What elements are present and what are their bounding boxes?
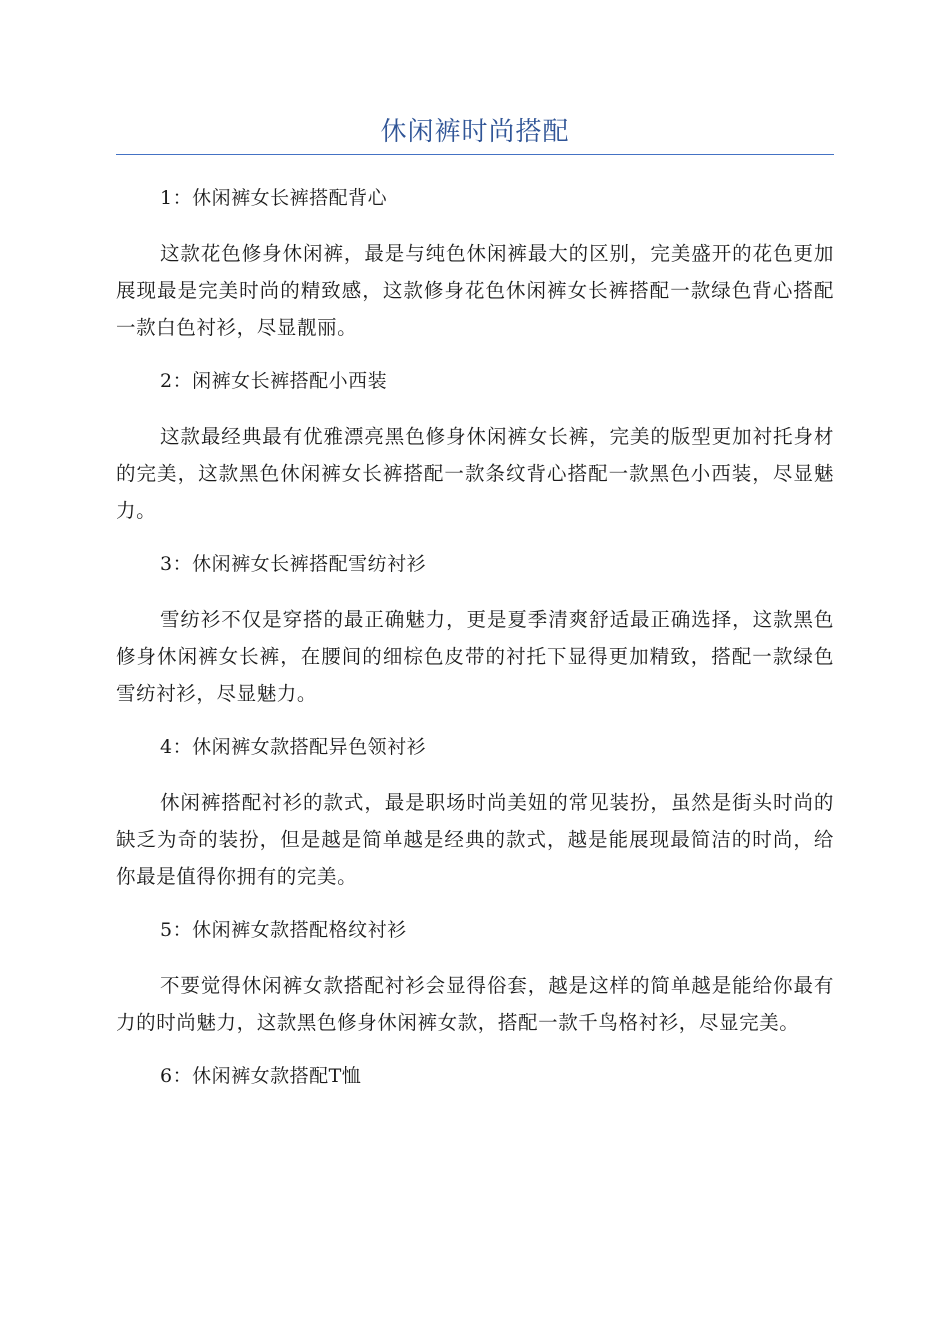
section-heading: 6：休闲裤女款搭配T恤: [160, 1065, 362, 1087]
section-heading: 5：休闲裤女款搭配格纹衬衫: [160, 919, 407, 941]
title-underline: [116, 154, 834, 155]
section-paragraph: 不要觉得休闲裤女款搭配衬衫会显得俗套，越是这样的简单越是能给你最有力的时尚魅力，这款黑色修身休闲裤女款，搭配一款千鸟格衬衫，尽显完美。: [116, 974, 834, 1034]
section-heading: 4：休闲裤女款搭配异色领衬衫: [160, 736, 427, 758]
document-title: 休闲裤时尚搭配: [380, 117, 570, 147]
section-6: [116, 1059, 834, 1093]
section-5: [116, 913, 834, 1041]
section-3: [116, 547, 834, 712]
section-paragraph: 这款最经典最有优雅漂亮黑色修身休闲裤女长裤，完美的版型更加衬托身材的完美，这款黑色休闲裤女长裤搭配一款条纹背心搭配一款黑色小西装，尽显魅力。: [116, 425, 834, 522]
section-paragraph: 雪纺衫不仅是穿搭的最正确魅力，更是夏季清爽舒适最正确选择，这款黑色修身休闲裤女长裤，在腰间的细棕色皮带的衬托下显得更加精致，搭配一款绿色雪纺衬衫，尽显魅力。: [116, 608, 834, 705]
section-2: [116, 364, 834, 529]
section-paragraph: 休闲裤搭配衬衫的款式，最是职场时尚美妞的常见装扮，虽然是街头时尚的缺乏为奇的装扮，但是越是简单越是经典的款式，越是能展现最简洁的时尚，给你最是值得你拥有的完美。: [116, 791, 834, 888]
section-heading: 1：休闲裤女长裤搭配背心: [160, 187, 388, 209]
section-heading: 2：闲裤女长裤搭配小西装: [160, 370, 388, 392]
section-heading: 3：休闲裤女长裤搭配雪纺衬衫: [160, 553, 427, 575]
section-paragraph: 这款花色修身休闲裤，最是与纯色休闲裤最大的区别，完美盛开的花色更加展现最是完美时尚的精致感，这款修身花色休闲裤女长裤搭配一款绿色背心搭配一款白色衬衫，尽显靓丽。: [116, 242, 834, 339]
document-page: [116, 112, 834, 1113]
section-1: [116, 181, 834, 346]
section-4: [116, 730, 834, 895]
